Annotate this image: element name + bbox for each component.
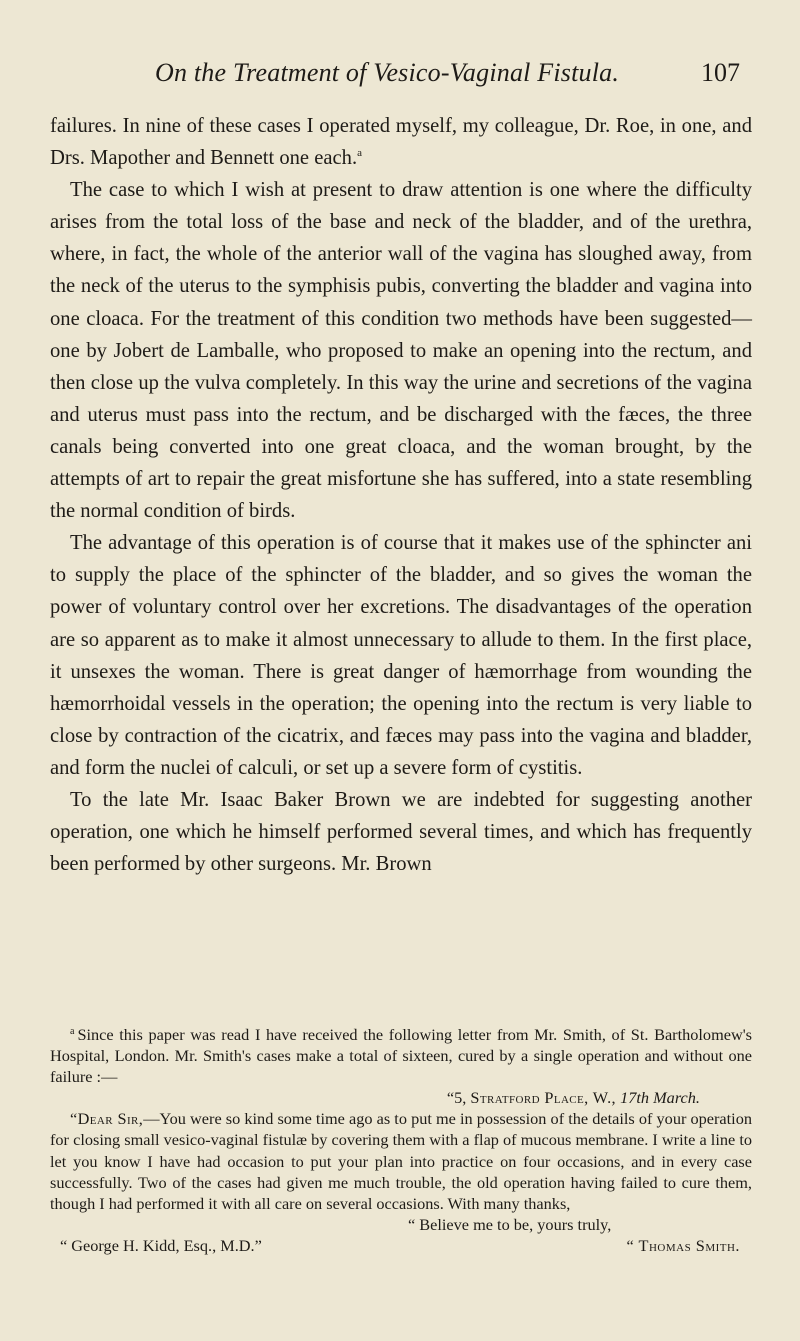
- address-place: Stratford Place, W.,: [470, 1088, 617, 1108]
- page-number: 107: [701, 58, 740, 87]
- footnote-intro-text: Since this paper was read I have received the following letter from Mr. Smith, of St. Bartholomew's Hospital, London. Mr. Smith's cases make a total of sixteen, cured by a single operation and without one failure :—: [50, 1025, 752, 1087]
- letter-body: [50, 1108, 752, 1213]
- paragraph-1: [50, 110, 752, 174]
- address-date: 17th March.: [620, 1088, 700, 1108]
- paragraph-1-text: failures. In nine of these cases I operated myself, my colleague, Dr. Roe, in one, and Drs. Mapother and Bennett one each.: [50, 115, 752, 170]
- paragraph-2: The case to which I wish at present to draw attention is one where the difficulty arises from the total loss of the base and neck of the bladder, and of the urethra, where, in fact, the whole of the anterior wall of the vagina has sloughed away, from the neck of the uterus to the symphisis pubis, converting the bladder and vagina into one cloaca. For the treatment of this condition two methods have been suggested— one by Jobert de Lamballe, who proposed to make an opening into the rectum, and then close up the vulva completely. In this way the urine and secretions of the vagina and uterus must pass into the rectum, and be discharged with the fæces, the three canals being converted into one great cloaca, and the woman brought, by the attempts of art to repair the great misfortune she has suffered, into a state resembling the normal condition of birds.: [50, 179, 752, 523]
- footnote: [50, 1024, 752, 1256]
- paragraph-3: The advantage of this operation is of course that it makes use of the sphincter ani to supply the place of the sphincter of the bladder, and so gives the woman the power of voluntary control over her excretions. The disadvantages of the operation are so apparent as to make it almost unnecessary to allude to them. In the first place, it unsexes the woman. There is great danger of hæmorrhage from wounding the hæmorrhoidal vessels in the operation; the opening into the rectum is very liable to close by contraction of the cicatrix, and fæces may pass into the vagina and bladder, and form the nuclei of calculi, or set up a severe form of cystitis.: [50, 532, 752, 779]
- letter-address: [50, 1087, 752, 1108]
- letter-signature-row: [50, 1235, 752, 1256]
- footnote-mark: a: [70, 1026, 75, 1037]
- address-prefix: “5,: [446, 1088, 467, 1108]
- letter-signature: “ Thomas Smith.: [626, 1235, 740, 1255]
- letter-closing: [50, 1214, 752, 1235]
- letter-body-text: —You were so kind some time ago as to put me in possession of the details of your operation for closing small vesico-vaginal fistulæ by covering them with a flap of mucous membrane. I write a line to let you know I have had occasion to put your plan into practice on four occasions, and in every case successfully. Two of the cases had given me much trouble, the old operation having failed to cure them, though I had performed it with all care on several occasions. With many thanks,: [50, 1109, 752, 1213]
- running-header: [155, 58, 740, 94]
- paragraph-4: To the late Mr. Isaac Baker Brown we are indebted for suggesting another operation, one which he himself performed several times, and which has frequently been performed by other surgeons. Mr. Brown: [50, 788, 752, 876]
- main-text: [50, 110, 752, 880]
- letter-addressee: “ George H. Kidd, Esq., M.D.”: [60, 1235, 262, 1255]
- running-title: On the Treatment of Vesico-Vaginal Fistula.: [155, 58, 620, 87]
- closing-text: “ Believe me to be, yours truly,: [408, 1214, 612, 1234]
- letter-salutation: “Dear Sir,: [70, 1109, 144, 1129]
- footnote-reference: a: [357, 147, 362, 160]
- footnote-intro: [50, 1024, 752, 1087]
